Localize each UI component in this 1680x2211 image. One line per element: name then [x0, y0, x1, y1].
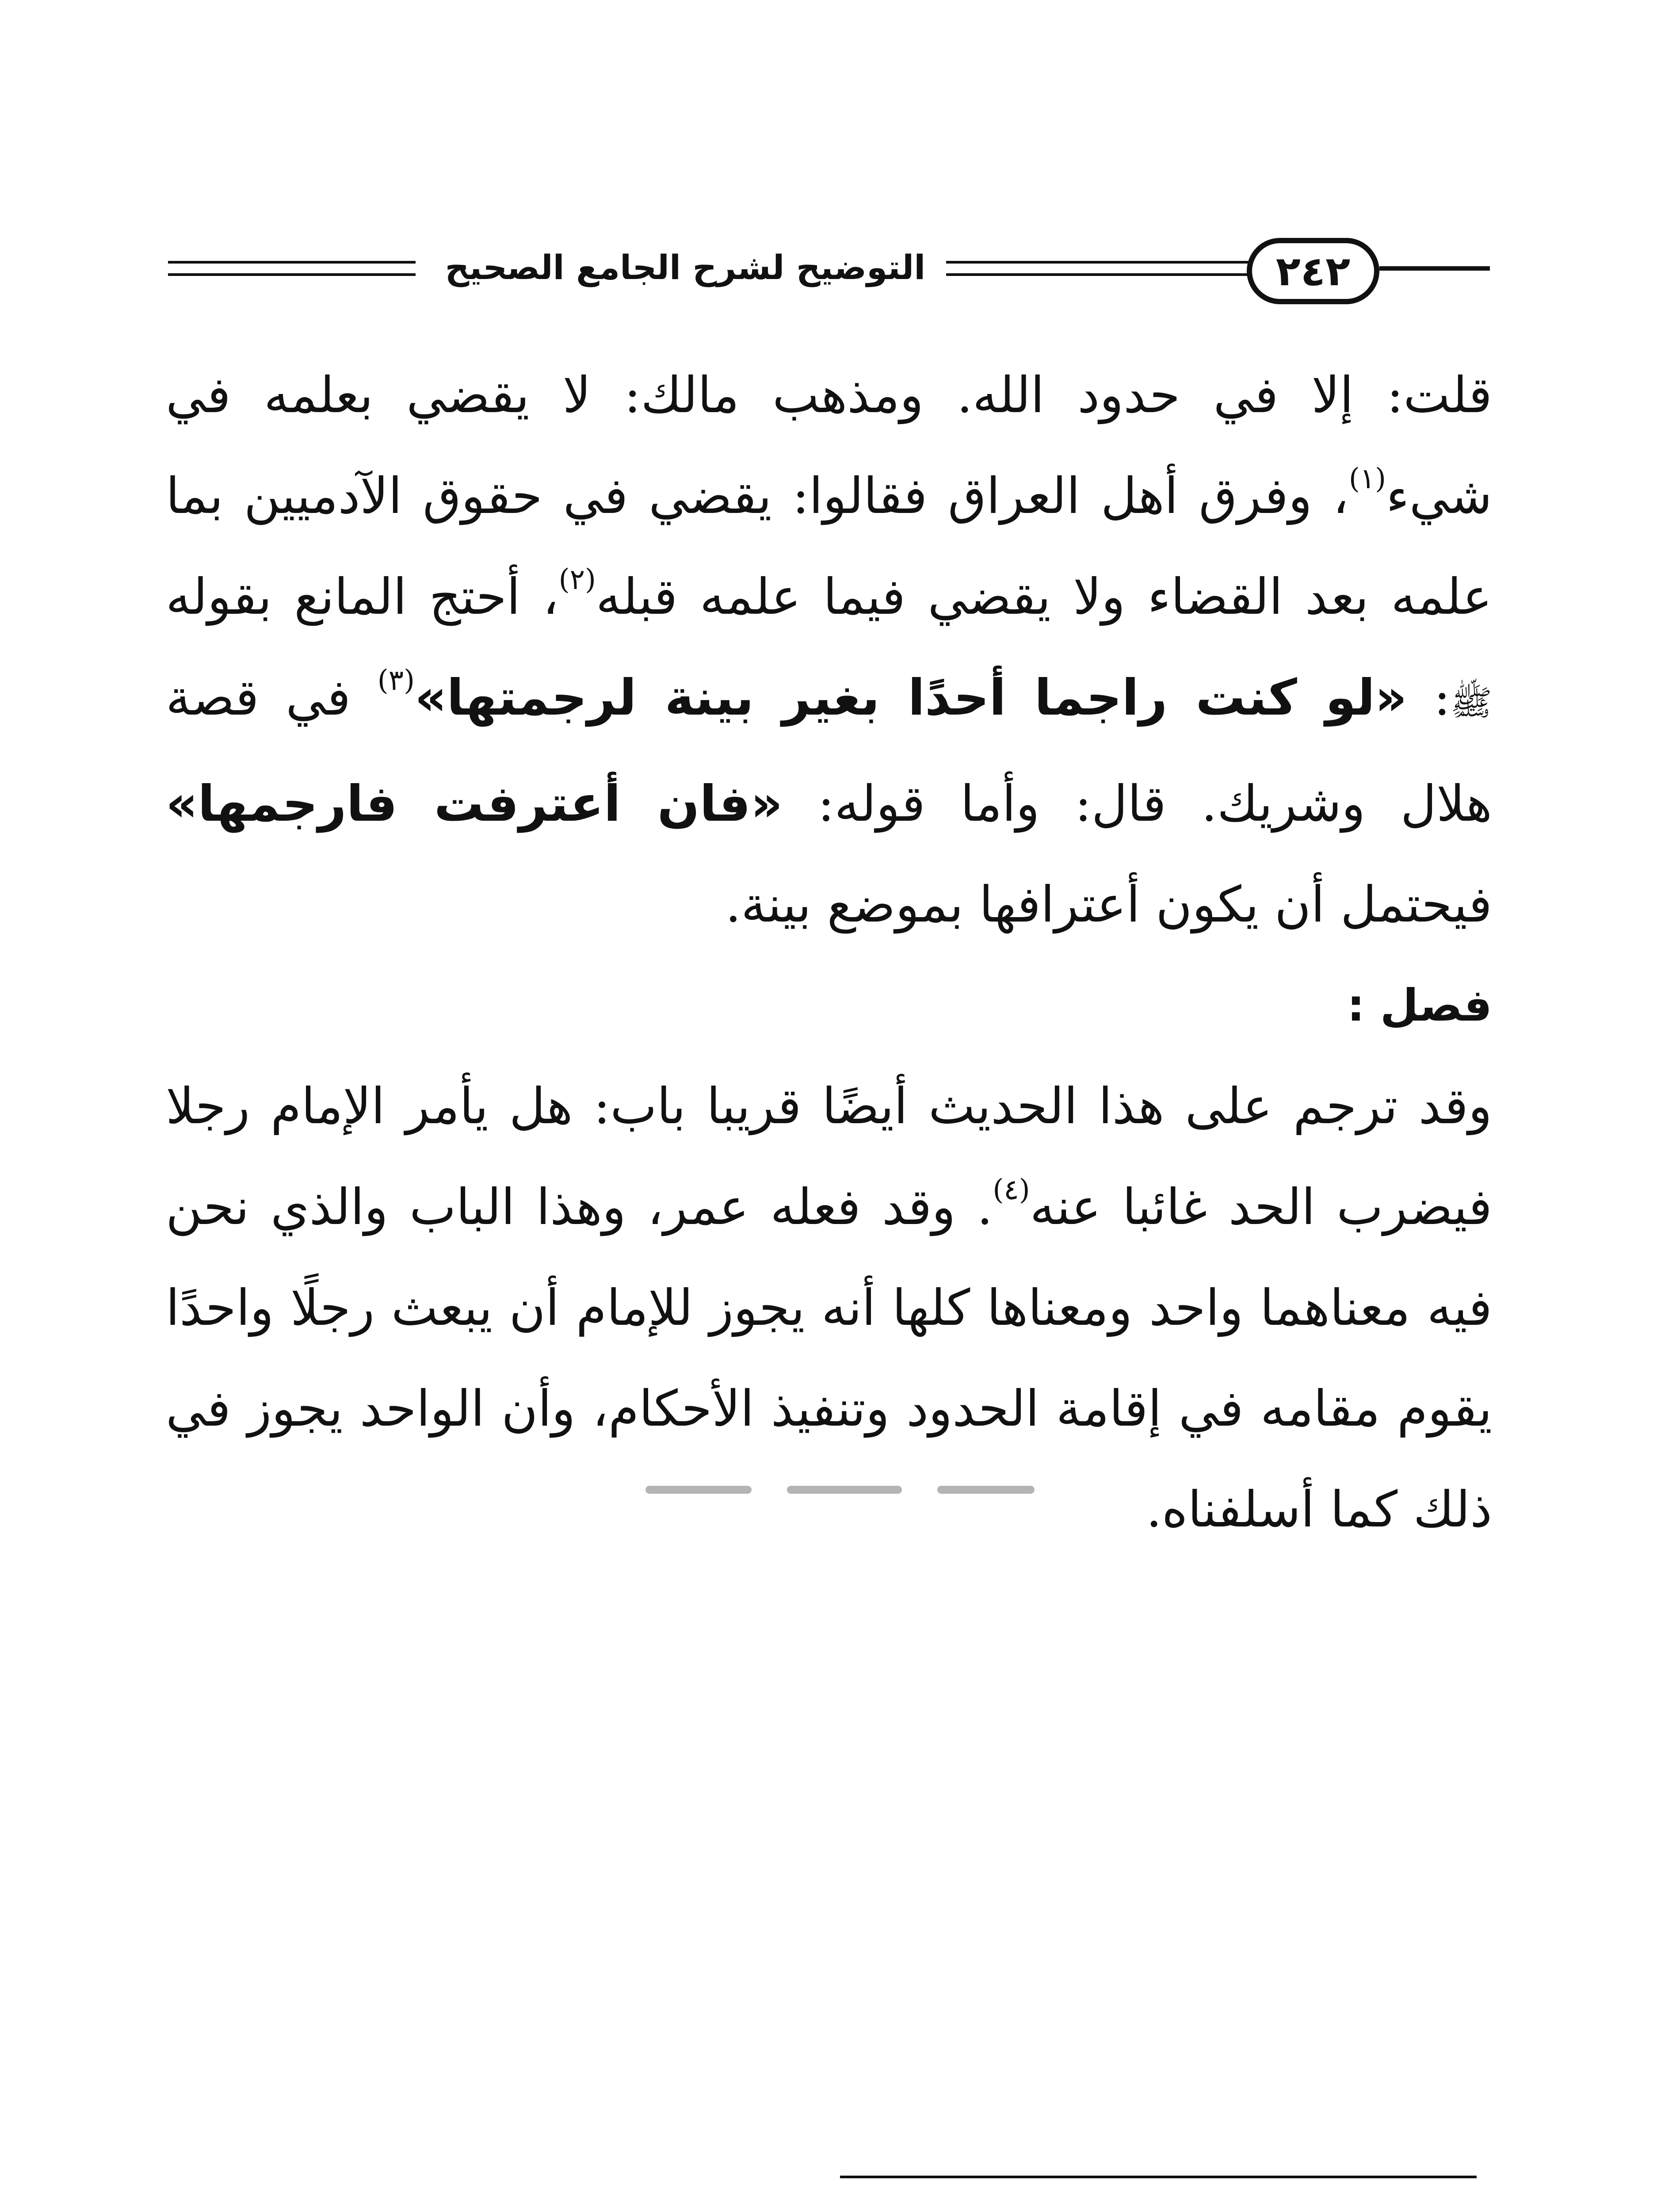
text-segment: ، أحتج المانع بقوله — [166, 568, 559, 626]
footnote-ref-1[interactable]: (١) — [1348, 463, 1386, 495]
footnote-rule — [840, 2176, 1477, 2178]
header-rule-left-bottom — [168, 273, 416, 276]
page-number: ٢٤٢ — [1247, 238, 1379, 304]
book-title: التوضيح لشرح الجامع الصحيح — [445, 248, 926, 287]
footnote-number — [1388, 2207, 1490, 2211]
text-segment: قلت: إلا في حدود الله. ومذهب مالك: لا يقضي بعلمه في شيء — [166, 367, 1492, 525]
text-segment: . وقد فعله عمر، وهذا الباب والذي نحن فيه معناهما واحد ومعناها كلها أنه يجوز للإمام أن يبعث رجلًا واحدًا يقوم مقامه في إقامة الحدود وتنفيذ الأحكام، وأن الواحد يجوز في ذلك كما أسلفناه. — [166, 1178, 1492, 1538]
hadith-quote-1: «لو كنت راجما أحدًا بغير بينة لرجمتها» — [415, 669, 1407, 727]
footnote-text — [168, 2207, 1388, 2211]
running-header — [168, 234, 1490, 310]
footnote-1 — [168, 2207, 1490, 2211]
paragraph-1 — [166, 345, 1492, 955]
section-heading: فصل : — [1347, 979, 1492, 1031]
text-segment: في قصة هلال وشريك. قال: وأما قوله: — [166, 669, 1492, 833]
decorative-separator — [645, 1477, 1035, 1503]
main-text — [166, 345, 1492, 1560]
footnote-ref-3[interactable]: (٣) — [377, 664, 415, 697]
text-segment: ، وفرق أهل العراق فقالوا: يقضي في حقوق الآدميين بما علمه بعد القضاء ولا يقضي فيما علمه قبله — [166, 467, 1493, 626]
header-rule-middle-top — [946, 261, 1251, 264]
honorific-symbol: ﷺ — [1450, 683, 1492, 723]
ornament-mark — [645, 1486, 752, 1494]
footnote-ref-2[interactable]: (٢) — [558, 563, 596, 596]
text-segment: وقد ترجم على هذا الحديث أيضًا قريبا باب: هل يأمر الإمام رجلا فيضرب الحد غائبا عنه — [166, 1078, 1492, 1236]
ornament-mark — [937, 1486, 1035, 1494]
footnotes — [168, 2207, 1490, 2211]
footnote-ref-4[interactable]: (٤) — [993, 1174, 1030, 1206]
header-rule-left-top — [168, 261, 416, 264]
header-rule-middle-bottom — [946, 273, 1251, 276]
ornament-mark — [787, 1486, 902, 1494]
text-segment: : — [1407, 669, 1451, 727]
text-segment: فيحتمل أن يكون أعترافها بموضع بينة. — [725, 876, 1492, 933]
header-rule-right — [1379, 266, 1490, 271]
hadith-quote-2: «فان أعترفت فارجمها» — [166, 775, 783, 833]
